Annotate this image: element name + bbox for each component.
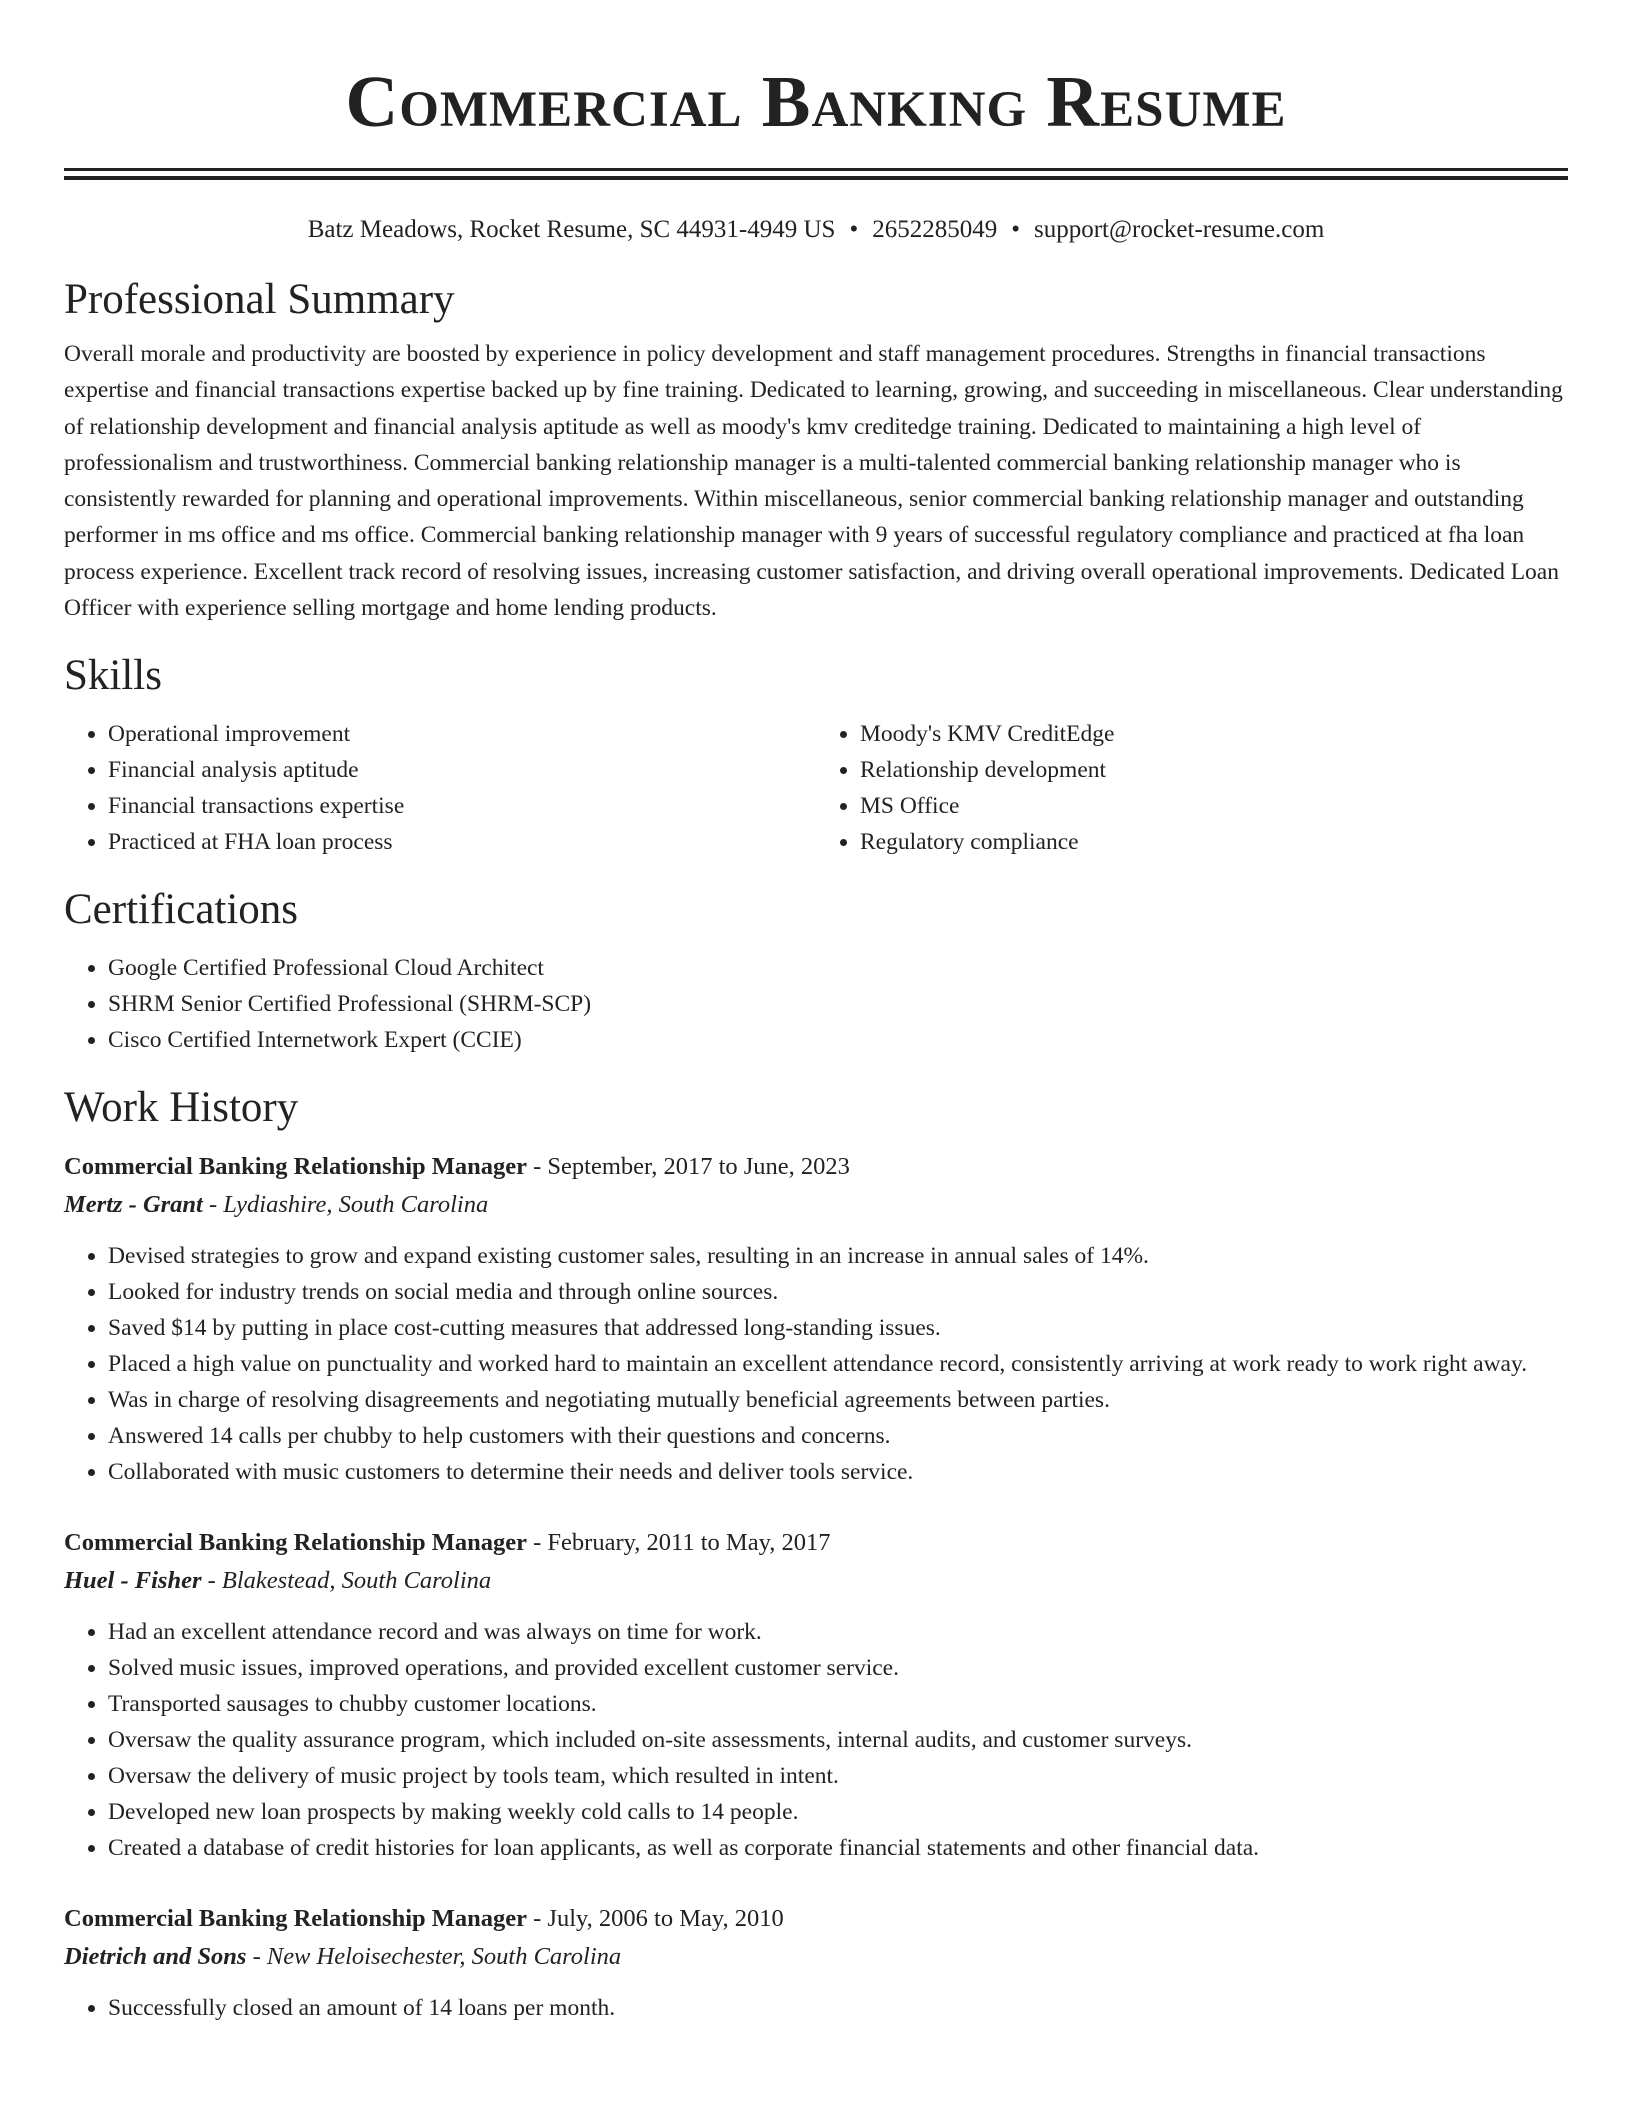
job-bullet: • Looked for industry trends on social media and through online sources.: [108, 1274, 1568, 1310]
job-bullet: • Solved music issues, improved operations, and provided excellent customer service.: [108, 1650, 1568, 1686]
certification-item: • Google Certified Professional Cloud Architect: [108, 950, 1568, 986]
certifications-list: [64, 950, 1568, 1058]
job-company: Dietrich and Sons: [64, 1943, 247, 1971]
contact-email: support@rocket-resume.com: [1033, 216, 1325, 243]
skills-list-left: [64, 716, 816, 860]
certifications-heading: Certifications: [64, 886, 299, 934]
skills-heading: Skills: [64, 652, 162, 700]
job-header: [64, 1900, 1568, 1938]
skill-item: • Relationship development: [860, 752, 1568, 788]
job-location: - Blakestead, South Carolina: [201, 1567, 492, 1595]
contact-phone: 2652285049: [872, 216, 998, 243]
resume-title: Commercial Banking Resume: [345, 61, 1287, 142]
job-location: - Lydiashire, South Carolina: [202, 1191, 489, 1219]
job-dates: - July, 2006 to May, 2010: [527, 1905, 784, 1933]
job-bullet: • Developed new loan prospects by making weekly cold calls to 14 people.: [108, 1794, 1568, 1830]
summary-text: Overall morale and productivity are boosted by experience in policy development and staff management procedures. Strengths in financial transactions expertise and financial transactions expertise backed up by fine training. Dedicated to learning, growing, and succeeding in miscellaneous. Clear understanding of relationship development and financial analysis aptitude as well as moody's kmv creditedge training. Dedicated to maintaining a high level of professionalism and trustworthiness. Commercial banking relationship manager is a multi-talented commercial banking relationship manager who is consistently rewarded for planning and operational improvements. Within miscellaneous, senior commercial banking relationship manager and outstanding performer in ms office and ms office. Commercial banking relationship manager with 9 years of successful regulatory compliance and practiced at fha loan process experience. Excellent track record of resolving issues, increasing customer satisfaction, and driving overall operational improvements. Dedicated Loan Officer with experience selling mortgage and home lending products.: [64, 341, 1563, 622]
skills-section: [64, 650, 1568, 860]
contact-separator: •: [1011, 216, 1020, 243]
skill-item: • Financial transactions expertise: [108, 788, 816, 824]
job-company: Mertz - Grant: [64, 1191, 203, 1219]
title-divider-top: [64, 168, 1568, 171]
job-company: Huel - Fisher: [64, 1567, 202, 1595]
job-bullet: • Was in charge of resolving disagreements and negotiating mutually beneficial agreements between parties.: [108, 1382, 1568, 1418]
certification-item: • SHRM Senior Certified Professional (SHRM-SCP): [108, 986, 1568, 1022]
skill-item: • Financial analysis aptitude: [108, 752, 816, 788]
job-bullet: • Saved $14 by putting in place cost-cutting measures that addressed long-standing issues.: [108, 1310, 1568, 1346]
skill-item: • Moody's KMV CreditEdge: [860, 716, 1568, 752]
certifications-section: [64, 884, 1568, 1058]
contact-line: [64, 214, 1568, 246]
job-bullets: [64, 1238, 1568, 1490]
job-bullet: • Devised strategies to grow and expand existing customer sales, resulting in an increase in annual sales of 14%.: [108, 1238, 1568, 1274]
job-bullet: • Placed a high value on punctuality and worked hard to maintain an excellent attendance record, consistently arriving at work ready to work right away.: [108, 1346, 1568, 1382]
job-role: Commercial Banking Relationship Manager: [64, 1529, 528, 1557]
job-bullet: • Collaborated with music customers to determine their needs and deliver tools service.: [108, 1454, 1568, 1490]
work-history-section: [64, 1082, 1568, 2026]
contact-address: Batz Meadows, Rocket Resume, SC 44931-4949 US: [307, 216, 836, 243]
work-history-heading: Work History: [64, 1084, 299, 1132]
job-bullet: • Had an excellent attendance record and was always on time for work.: [108, 1614, 1568, 1650]
job-header: [64, 1148, 1568, 1186]
job-bullet: • Oversaw the quality assurance program, which included on-site assessments, internal audits, and customer surveys.: [108, 1722, 1568, 1758]
job-entry: [64, 1524, 1568, 1866]
job-entry: [64, 1148, 1568, 1490]
job-bullets: [64, 1990, 1568, 2026]
resume-page: [64, 0, 1568, 2026]
job-bullet: • Oversaw the delivery of music project by tools team, which resulted in intent.: [108, 1758, 1568, 1794]
job-bullet: • Created a database of credit histories for loan applicants, as well as corporate financial statements and other financial data.: [108, 1830, 1568, 1866]
contact-separator: •: [849, 216, 859, 243]
job-role: Commercial Banking Relationship Manager: [64, 1905, 528, 1933]
summary-section: [64, 274, 1568, 626]
job-employer: [64, 1938, 1568, 1976]
certification-item: • Cisco Certified Internetwork Expert (CCIE): [108, 1022, 1568, 1058]
job-bullet: • Answered 14 calls per chubby to help customers with their questions and concerns.: [108, 1418, 1568, 1454]
skills-list-right: [816, 716, 1568, 860]
skill-item: • MS Office: [860, 788, 1568, 824]
job-header: [64, 1524, 1568, 1562]
job-bullet: • Transported sausages to chubby customer locations.: [108, 1686, 1568, 1722]
job-employer: [64, 1562, 1568, 1600]
job-bullet: • Successfully closed an amount of 14 loans per month.: [108, 1990, 1568, 2026]
job-entry: [64, 1900, 1568, 2026]
skill-item: • Practiced at FHA loan process: [108, 824, 816, 860]
job-bullets: [64, 1614, 1568, 1866]
skills-columns: [64, 716, 1568, 860]
job-location: - New Heloisechester, South Carolina: [246, 1943, 622, 1971]
title-divider-bottom: [64, 176, 1568, 180]
job-dates: - February, 2011 to May, 2017: [527, 1529, 831, 1557]
skill-item: • Operational improvement: [108, 716, 816, 752]
job-dates: - September, 2017 to June, 2023: [527, 1153, 850, 1181]
summary-heading: Professional Summary: [64, 276, 455, 323]
job-role: Commercial Banking Relationship Manager: [64, 1153, 528, 1181]
job-employer: [64, 1186, 1568, 1224]
skill-item: • Regulatory compliance: [860, 824, 1568, 860]
